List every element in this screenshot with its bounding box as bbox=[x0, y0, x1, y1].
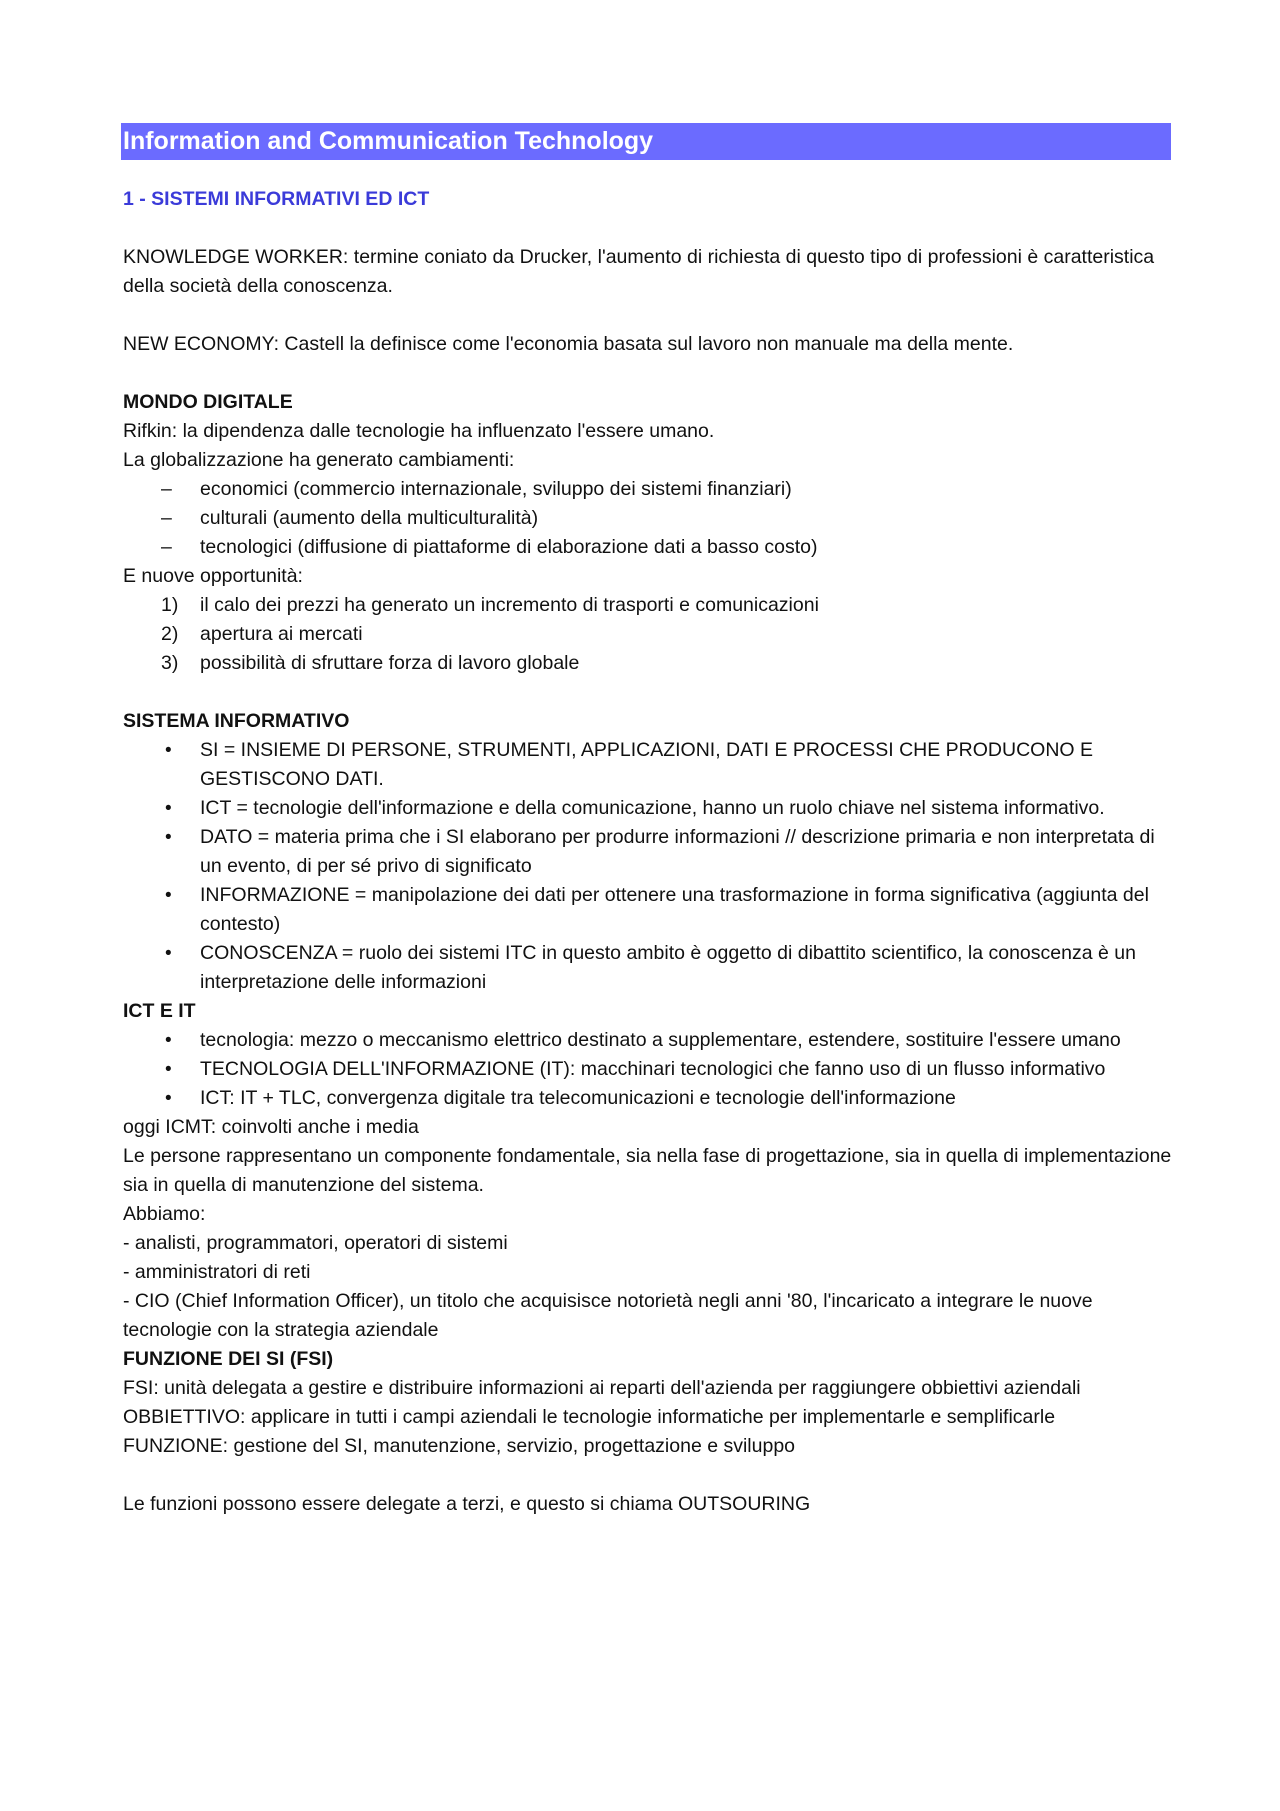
paragraph-analisti: - analisti, programmatori, operatori di sistemi bbox=[123, 1232, 508, 1254]
paragraph-new-economy: NEW ECONOMY: Castell la definisce come l'economia basata sul lavoro non manuale ma della mente. bbox=[123, 333, 1014, 355]
paragraph-knowledge-worker: KNOWLEDGE WORKER: termine coniato da Drucker, l'aumento di richiesta di questo tipo di professioni è caratteristica della società della conoscenza. bbox=[123, 246, 1155, 297]
changes-list bbox=[123, 475, 1173, 562]
heading-sistema-informativo: SISTEMA INFORMATIVO bbox=[123, 710, 350, 732]
bullet-marker: • bbox=[165, 1059, 172, 1080]
dash-marker: – bbox=[161, 536, 172, 558]
heading-funzione: FUNZIONE DEI SI (FSI) bbox=[123, 1348, 334, 1370]
spacer bbox=[123, 678, 1173, 707]
spacer bbox=[123, 359, 1173, 388]
paragraph-rifkin: Rifkin: la dipendenza dalle tecnologie ha influenzato l'essere umano. bbox=[123, 420, 715, 442]
list-item bbox=[123, 1055, 1173, 1084]
list-item-text: DATO = materia prima che i SI elaborano per produrre informazioni // descrizione primaria e non interpretata di un evento, di per sé privo di significato bbox=[200, 826, 1155, 877]
list-item bbox=[123, 591, 1173, 620]
spacer bbox=[123, 301, 1173, 330]
opportunities-list bbox=[123, 591, 1173, 678]
bullet-marker: • bbox=[165, 943, 172, 964]
heading-ict-e-it: ICT E IT bbox=[123, 1000, 196, 1022]
bullet-marker: • bbox=[165, 1030, 172, 1051]
list-item-text: SI = INSIEME DI PERSONE, STRUMENTI, APPLICAZIONI, DATI E PROCESSI CHE PRODUCONO E GESTISCONO DATI. bbox=[200, 739, 1094, 790]
dash-marker: – bbox=[161, 507, 172, 529]
paragraph-fsi: FSI: unità delegata a gestire e distribuire informazioni ai reparti dell'azienda per raggiungere obbiettivi aziendali bbox=[123, 1377, 1081, 1399]
list-item bbox=[123, 475, 1173, 504]
bullet-marker: • bbox=[165, 885, 172, 906]
paragraph-icmt: oggi ICMT: coinvolti anche i media bbox=[123, 1116, 419, 1138]
list-item-text: ICT: IT + TLC, convergenza digitale tra telecomunicazioni e tecnologie dell'informazione bbox=[200, 1087, 956, 1109]
paragraph-outsouring: Le funzioni possono essere delegate a terzi, e questo si chiama OUTSOURING bbox=[123, 1493, 811, 1515]
document-title: Information and Communication Technology bbox=[121, 123, 1171, 160]
paragraph-opportunita: E nuove opportunità: bbox=[123, 565, 303, 587]
list-item-text: economici (commercio internazionale, sviluppo dei sistemi finanziari) bbox=[200, 478, 792, 500]
paragraph-amministratori: - amministratori di reti bbox=[123, 1261, 311, 1283]
list-item-text: INFORMAZIONE = manipolazione dei dati per ottenere una trasformazione in forma significativa (aggiunta del contesto) bbox=[200, 884, 1149, 935]
list-item bbox=[123, 649, 1173, 678]
list-item bbox=[123, 736, 1173, 794]
list-item bbox=[123, 794, 1173, 823]
list-item-text: ICT = tecnologie dell'informazione e della comunicazione, hanno un ruolo chiave nel sistema informativo. bbox=[200, 797, 1105, 819]
list-item bbox=[123, 620, 1173, 649]
bullet-marker: • bbox=[165, 798, 172, 819]
number-marker: 3) bbox=[161, 652, 179, 674]
paragraph-persone: Le persone rappresentano un componente fondamentale, sia nella fase di progettazione, sia in quella di implementazione sia in quella di manutenzione del sistema. bbox=[123, 1145, 1172, 1196]
list-item-text: culturali (aumento della multiculturalità) bbox=[200, 507, 539, 529]
dash-marker: – bbox=[161, 478, 172, 500]
heading-mondo-digitale: MONDO DIGITALE bbox=[123, 391, 293, 413]
list-item-text: CONOSCENZA = ruolo dei sistemi ITC in questo ambito è oggetto di dibattito scientifico, la conoscenza è un interpretazione delle informazioni bbox=[200, 942, 1136, 993]
paragraph-abbiamo: Abbiamo: bbox=[123, 1203, 206, 1225]
ict-e-it-list bbox=[123, 1026, 1173, 1113]
paragraph-obbiettivo: OBBIETTIVO: applicare in tutti i campi aziendali le tecnologie informatiche per implementarle e semplificarle bbox=[123, 1406, 1056, 1428]
spacer bbox=[123, 214, 1173, 243]
bullet-marker: • bbox=[165, 827, 172, 848]
bullet-marker: • bbox=[165, 1088, 172, 1109]
number-marker: 2) bbox=[161, 623, 179, 645]
list-item bbox=[123, 939, 1173, 997]
list-item bbox=[123, 1026, 1173, 1055]
bullet-marker: • bbox=[165, 740, 172, 761]
paragraph-cio: - CIO (Chief Information Officer), un titolo che acquisisce notorietà negli anni '80, l'incaricato a integrare le nuove tecnologie con la strategia aziendale bbox=[123, 1290, 1093, 1341]
list-item bbox=[123, 823, 1173, 881]
paragraph-globalizzazione: La globalizzazione ha generato cambiamenti: bbox=[123, 449, 515, 471]
sistema-informativo-list bbox=[123, 736, 1173, 997]
list-item-text: apertura ai mercati bbox=[200, 623, 363, 645]
spacer bbox=[123, 1461, 1173, 1490]
list-item-text: tecnologia: mezzo o meccanismo elettrico destinato a supplementare, estendere, sostituire l'essere umano bbox=[200, 1029, 1121, 1051]
list-item bbox=[123, 881, 1173, 939]
section-heading: 1 - SISTEMI INFORMATIVI ED ICT bbox=[123, 188, 430, 210]
document-content bbox=[123, 123, 1173, 1519]
list-item-text: possibilità di sfruttare forza di lavoro globale bbox=[200, 652, 580, 674]
list-item bbox=[123, 1084, 1173, 1113]
paragraph-funzione: FUNZIONE: gestione del SI, manutenzione, servizio, progettazione e sviluppo bbox=[123, 1435, 796, 1457]
list-item-text: il calo dei prezzi ha generato un incremento di trasporti e comunicazioni bbox=[200, 594, 819, 616]
list-item bbox=[123, 533, 1173, 562]
number-marker: 1) bbox=[161, 594, 179, 616]
list-item-text: tecnologici (diffusione di piattaforme di elaborazione dati a basso costo) bbox=[200, 536, 818, 558]
list-item bbox=[123, 504, 1173, 533]
list-item-text: TECNOLOGIA DELL'INFORMAZIONE (IT): macchinari tecnologici che fanno uso di un flusso informativo bbox=[200, 1058, 1106, 1080]
